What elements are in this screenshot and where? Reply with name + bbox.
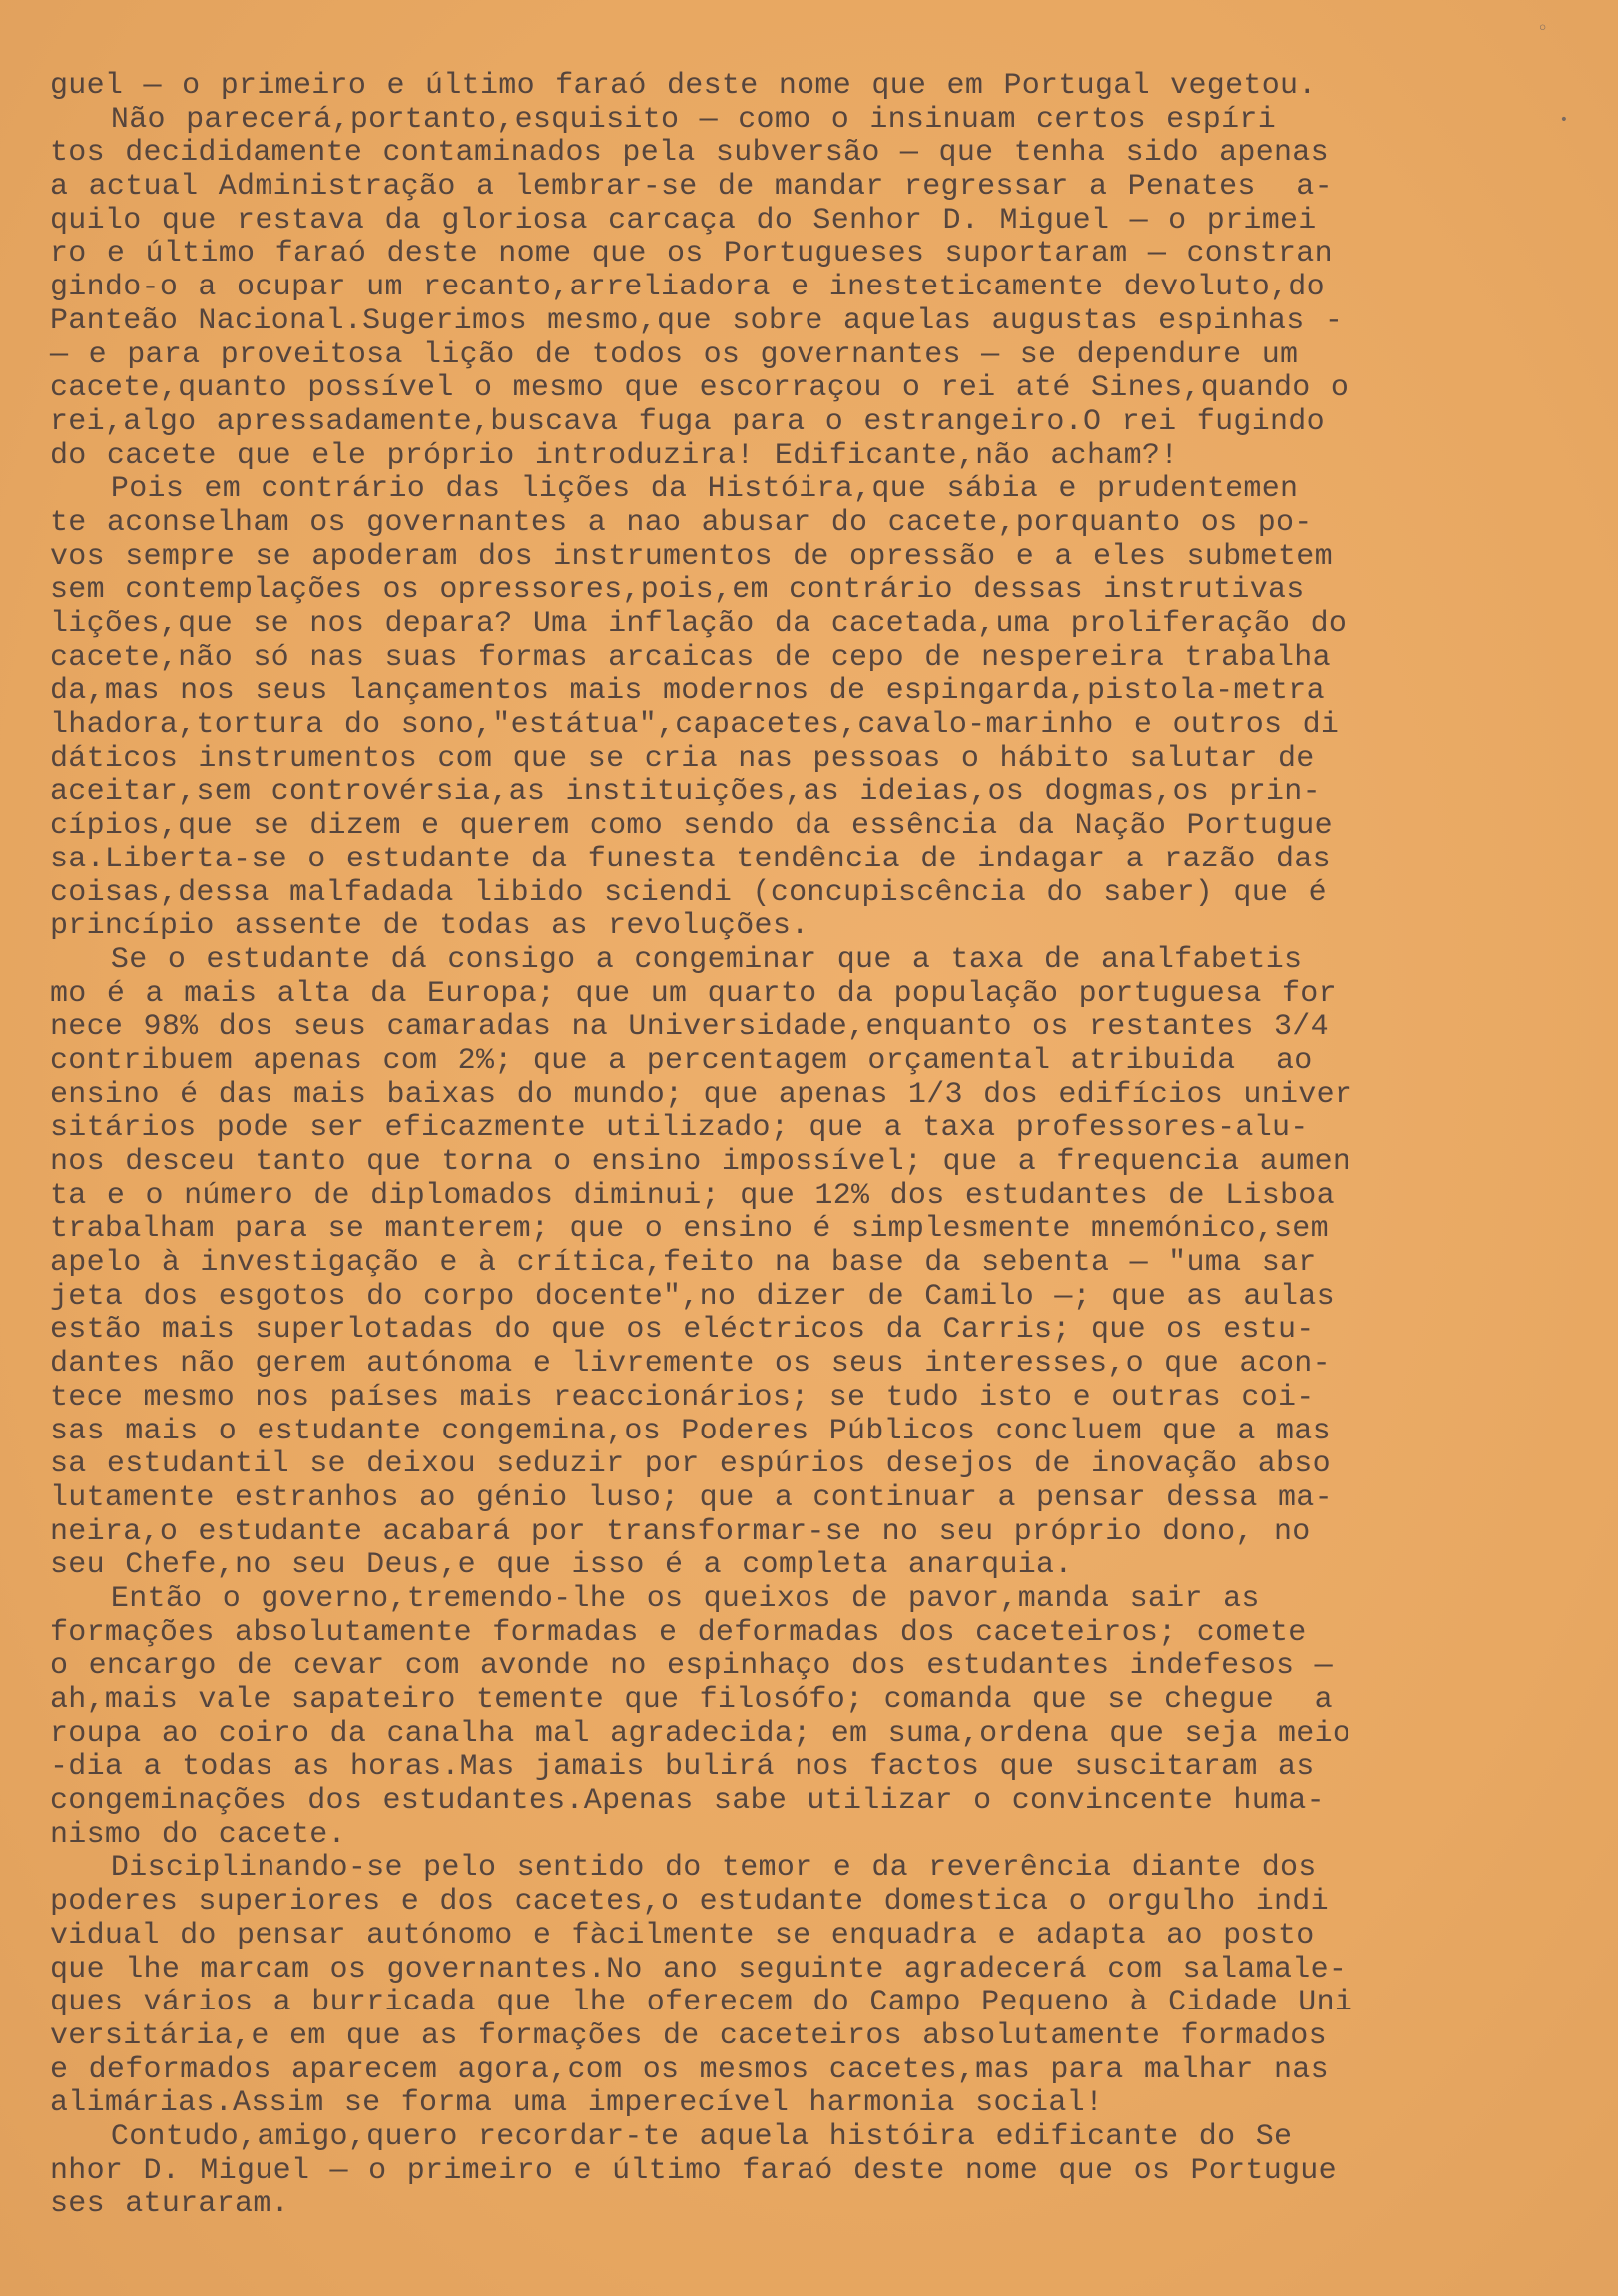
text-line: — e para proveitosa lição de todos os governantes — se dependure um [50, 337, 1299, 372]
text-line: Então o governo,tremendo-lhe os queixos de pavor,manda sair as [50, 1581, 1260, 1616]
margin-speck: • [1559, 112, 1568, 128]
text-line: nos desceu tanto que torna o ensino impossível; que a frequencia aumen [50, 1145, 1351, 1179]
text-line: gindo-o a ocupar um recanto,arreliadora e inesteticamente devoluto,do [50, 271, 1325, 305]
text-line: sitários pode ser eficazmente utilizado; que a taxa professores-alu- [50, 1111, 1309, 1146]
text-line: Disciplinando-se pelo sentido do temor e da reverência diante dos [50, 1851, 1317, 1886]
text-line: sas mais o estudante congemina,os Poderes Públicos concluem que a mas [50, 1414, 1331, 1448]
text-line: princípio assente de todas as revoluções. [50, 909, 809, 944]
text-line: formações absolutamente formadas e deformadas dos caceteiros; comete [50, 1615, 1307, 1650]
text-line: que lhe marcam os governantes.No ano seguinte agradecerá com salamale- [50, 1952, 1348, 1987]
text-line: guel — o primeiro e último faraó deste nome que em Portugal vegetou. [50, 69, 1317, 103]
text-line: vos sempre se apoderam dos instrumentos de opressão e a eles submetem [50, 539, 1333, 574]
text-line: lutamente estranhos ao génio luso; que a continuar a pensar dessa ma- [50, 1480, 1333, 1515]
text-line: cacete,quanto possível o mesmo que escorraçou o rei até Sines,quando o [50, 371, 1349, 406]
text-line: ses aturaram. [50, 2187, 289, 2222]
text-line: contribuem apenas com 2%; que a percentagem orçamental atribuida ao [50, 1043, 1313, 1078]
text-line: vidual do pensar autónomo e fàcilmente se enquadra e adapta ao posto [50, 1918, 1315, 1953]
text-line: cacete,não só nas suas formas arcaicas de cepo de nespereira trabalha [50, 640, 1331, 675]
text-line: te aconselham os governantes a nao abusar do cacete,porquanto os po- [50, 505, 1313, 540]
text-line: do cacete que ele próprio introduzira! Edificante,não acham?! [50, 438, 1179, 473]
text-line: tece mesmo nos países mais reaccionários; se tudo isto e outras coi- [50, 1380, 1315, 1415]
text-line: ro e último faraó deste nome que os Portugueses suportaram — constran [50, 237, 1333, 272]
text-line: tos decididamente contaminados pela subversão — que tenha sido apenas [50, 136, 1329, 171]
text-line: versitária,e em que as formações de caceteiros absolutamente formados [50, 2018, 1327, 2053]
text-line: estão mais superlotadas do que os eléctricos da Carris; que os estu- [50, 1313, 1315, 1348]
text-line: aceitar,sem controvérsia,as instituições,as ideias,os dogmas,os prin- [50, 775, 1321, 810]
page-text [50, 70, 1477, 2222]
text-line: nismo do cacete. [50, 1817, 346, 1852]
text-line: ques vários a burricada que lhe oferecem do Campo Pequeno à Cidade Uni [50, 1986, 1353, 2020]
text-line: da,mas nos seus lançamentos mais modernos de espingarda,pistola-metra [50, 674, 1325, 709]
text-line: ta e o número de diplomados diminui; que 12% dos estudantes de Lisboa [50, 1178, 1335, 1213]
text-line: neira,o estudante acabará por transformar-se no seu próprio dono, no [50, 1514, 1311, 1549]
text-line: dantes não gerem autónoma e livremente os seus interesses,o que acon- [50, 1347, 1331, 1382]
text-line: rei,algo apressadamente,buscava fuga para o estrangeiro.O rei fugindo [50, 404, 1325, 439]
text-line: o encargo de cevar com avonde no espinhaço dos estudantes indefesos — [50, 1649, 1333, 1684]
text-line: lições,que se nos depara? Uma inflação da cacetada,uma proliferação do [50, 607, 1348, 641]
text-line: cípios,que se dizem e querem como sendo da essência da Nação Portugue [50, 809, 1333, 844]
text-line: ensino é das mais baixas do mundo; que apenas 1/3 dos edifícios univer [50, 1077, 1353, 1112]
text-line: Pois em contrário das lições da Históira,que sábia e prudentemen [50, 472, 1299, 507]
text-line: Se o estudante dá consigo a congeminar que a taxa de analfabetis [50, 942, 1303, 977]
text-line: nece 98% dos seus camaradas na Universidade,enquanto os restantes 3/4 [50, 1010, 1329, 1045]
text-line: sem contemplações os opressores,pois,em contrário dessas instrutivas [50, 573, 1305, 608]
text-line: e deformados aparecem agora,com os mesmos cacetes,mas para malhar nas [50, 2052, 1329, 2087]
text-line: nhor D. Miguel — o primeiro e último faraó deste nome que os Portugue [50, 2153, 1337, 2188]
text-line: apelo à investigação e à crítica,feito na base da sebenta — "uma sar [50, 1246, 1317, 1281]
text-line: a actual Administração a lembrar-se de mandar regressar a Penates a- [50, 170, 1333, 205]
text-line: mo é a mais alta da Europa; que um quarto da população portuguesa for [50, 976, 1337, 1011]
text-line: trabalham para se manterem; que o ensino é simplesmente mnemónico,sem [50, 1212, 1329, 1247]
text-line: Panteão Nacional.Sugerimos mesmo,que sobre aquelas augustas espinhas - [50, 303, 1344, 338]
corner-mark: ◦ [1537, 18, 1548, 39]
text-line: poderes superiores e dos cacetes,o estudante domestica o orgulho indi [50, 1885, 1329, 1920]
text-line: alimárias.Assim se forma uma imperecível harmonia social! [50, 2086, 1104, 2121]
text-line: sa.Liberta-se o estudante da funesta tendência de indagar a razão das [50, 842, 1331, 876]
text-line: lhadora,tortura do sono,"estátua",capacetes,cavalo-marinho e outros di [50, 708, 1340, 743]
text-line: congeminações dos estudantes.Apenas sabe utilizar o convincente huma- [50, 1784, 1325, 1819]
text-line: quilo que restava da gloriosa carcaça do Senhor D. Miguel — o primei [50, 203, 1317, 238]
text-line: Não parecerá,portanto,esquisito — como o insinuam certos espíri [50, 102, 1276, 137]
text-line: sa estudantil se deixou seduzir por espúrios desejos de inovação abso [50, 1447, 1331, 1482]
text-line: seu Chefe,no seu Deus,e que isso é a completa anarquia. [50, 1548, 1073, 1583]
text-line: coisas,dessa malfadada libido sciendi (concupiscência do saber) que é [50, 875, 1327, 910]
text-line: -dia a todas as horas.Mas jamais bulirá nos factos que suscitaram as [50, 1750, 1315, 1785]
text-line: dáticos instrumentos com que se cria nas pessoas o hábito salutar de [50, 741, 1315, 776]
text-line: roupa ao coiro da canalha mal agradecida; em suma,ordena que seja meio [50, 1716, 1351, 1751]
text-line: jeta dos esgotos do corpo docente",no dizer de Camilo —; que as aulas [50, 1279, 1335, 1314]
text-line: ah,mais vale sapateiro temente que filosófo; comanda que se chegue a [50, 1683, 1333, 1717]
text-line: Contudo,amigo,quero recordar-te aquela históira edificante do Se [50, 2119, 1293, 2154]
